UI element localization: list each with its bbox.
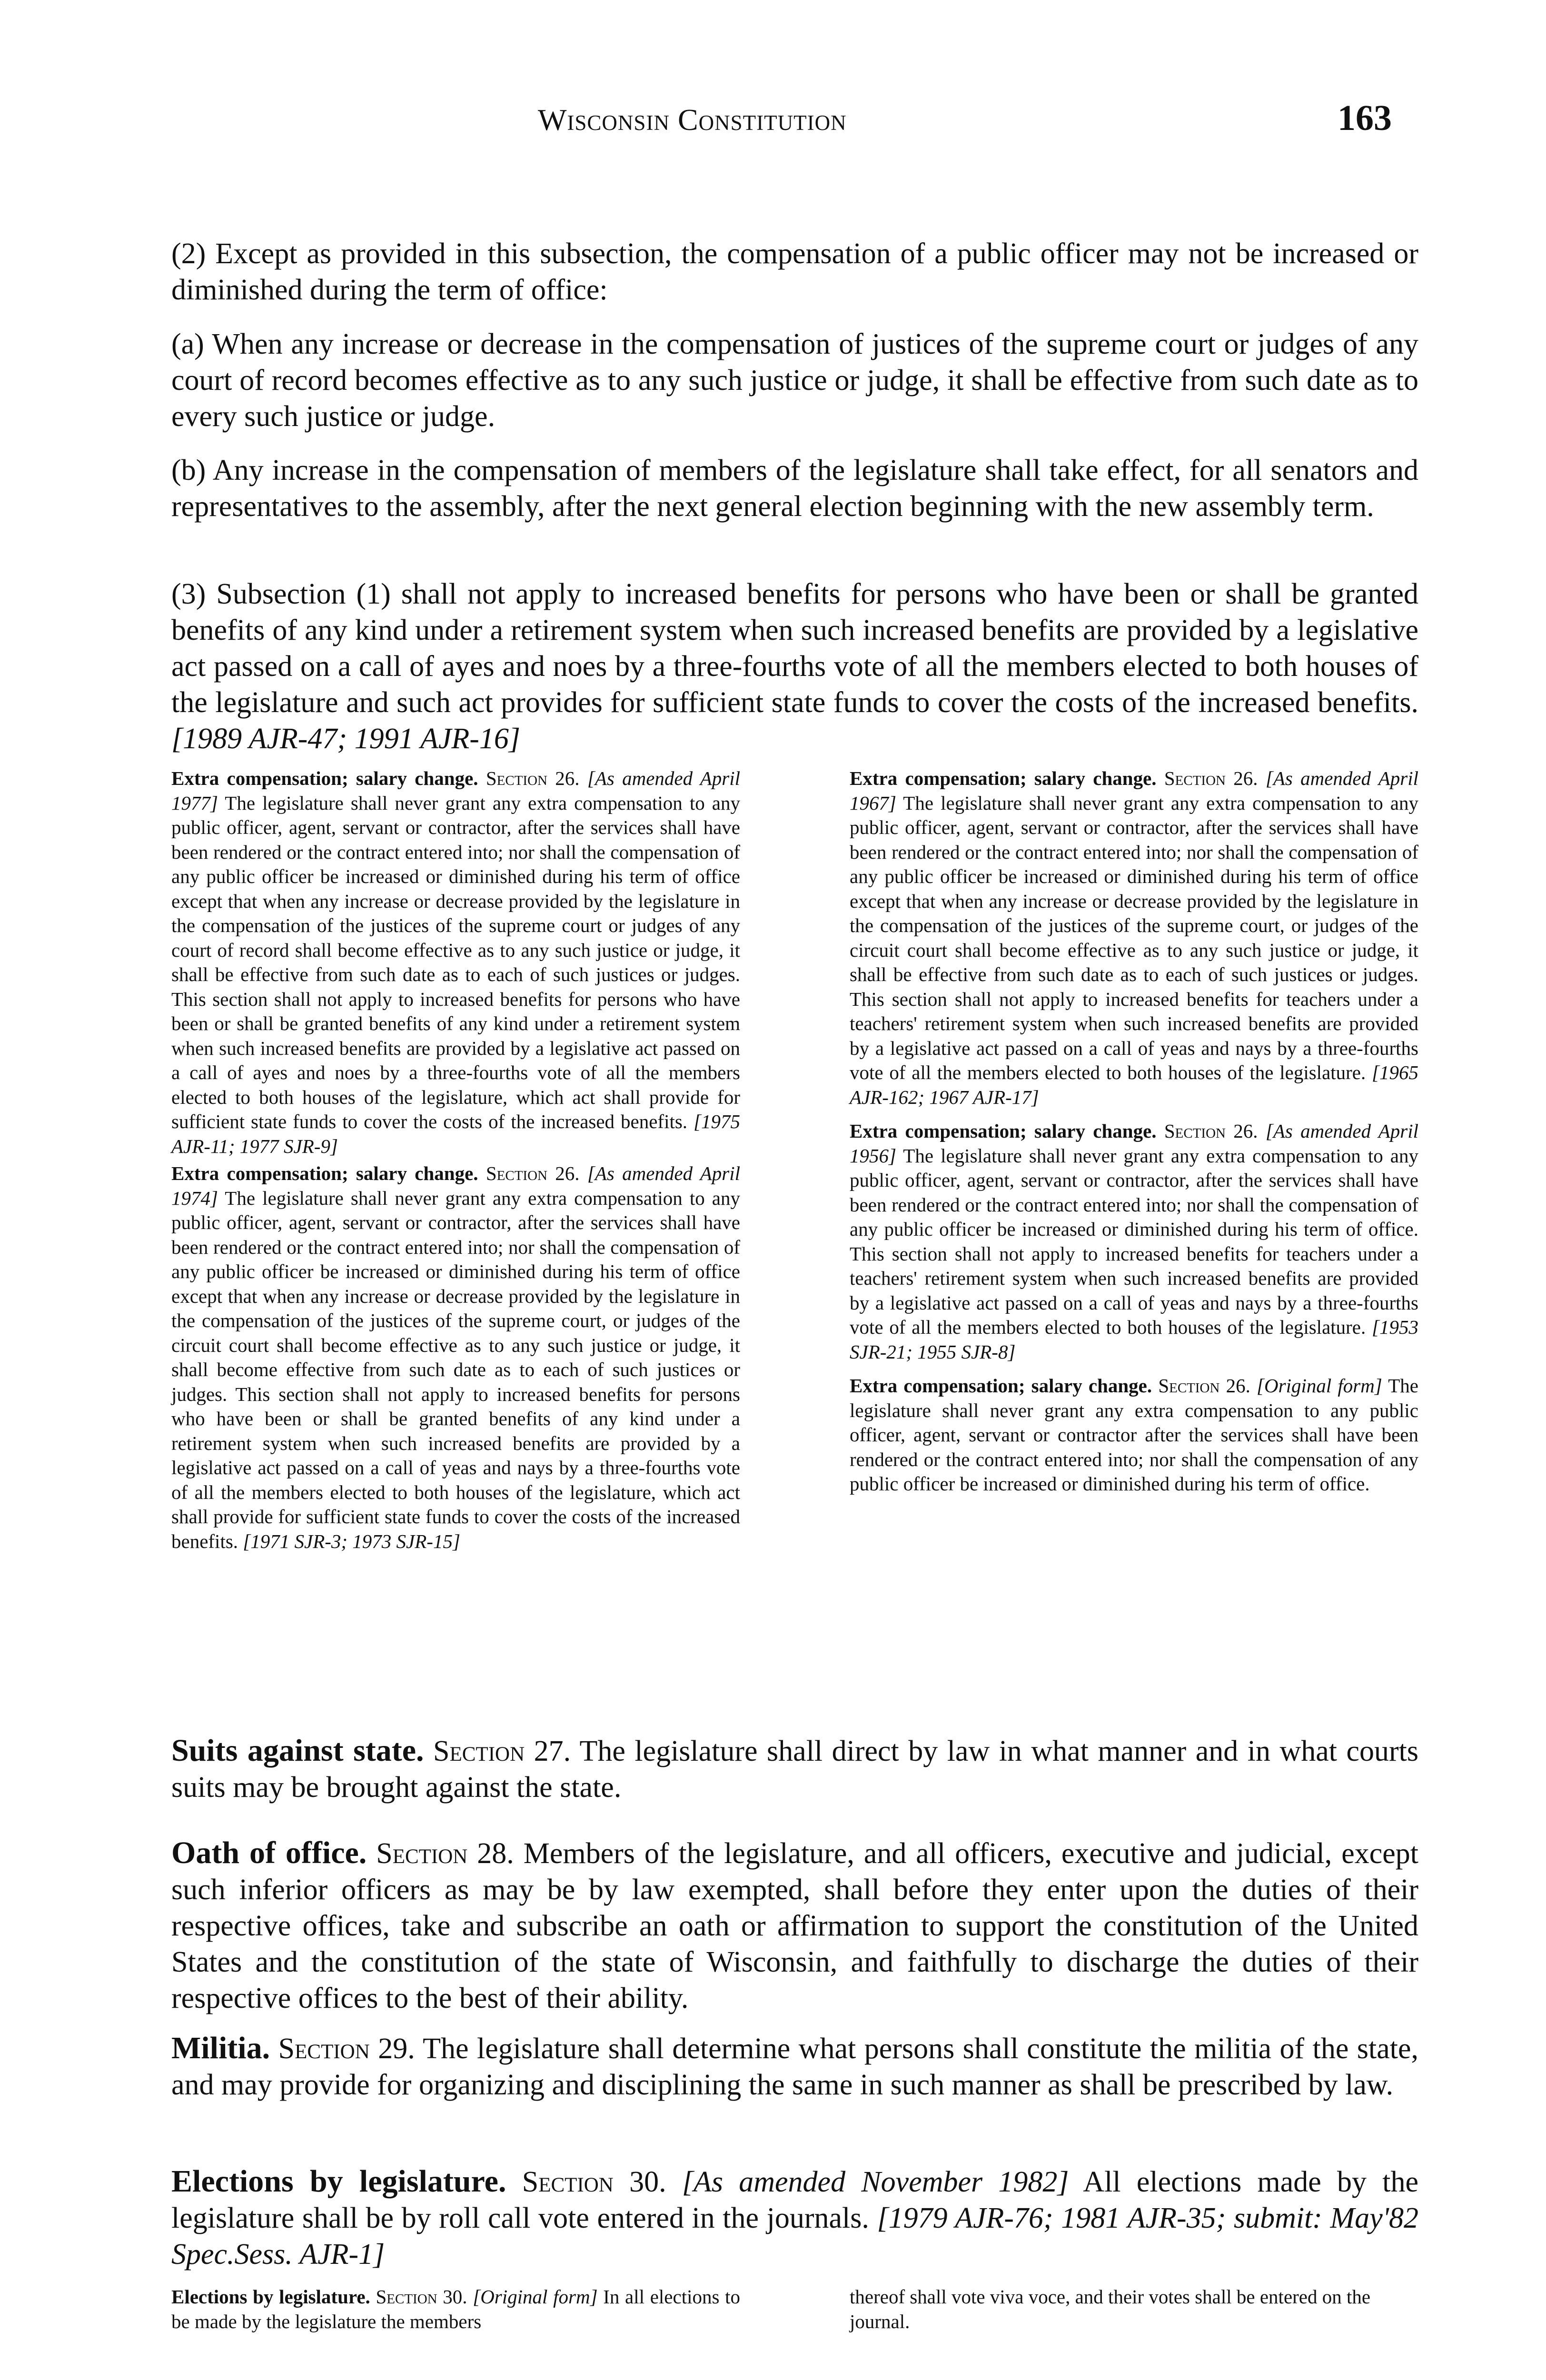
history-column-left: [171, 766, 740, 1554]
section-number: Section 28.: [376, 1837, 514, 1870]
bottom-history-left: [171, 2285, 740, 2334]
note-text: The legislature shall never grant any extra compensation to any public officer, agent, servant or contractor, after the services shall have been rendered or the contract entered into; nor shall the compensation of any public officer be increased or diminished during his term of office except that when any increase or decrease provided by the legislature in the compensation of the justices of the supreme court, or judges of the circuit court shall become effective as to any such justice or judge, it shall be effective from such date as to each of such justices or judges. This section shall not apply to increased benefits for teachers under a teachers' retirement system when such increased benefits are provided by a legislative act passed on a call of yeas and nays by a three-fourths vote of all the members elected to both houses of the legislature.: [850, 792, 1419, 1083]
note-text: thereof shall vote viva voce, and their votes shall be entered on the journal.: [850, 2286, 1371, 2332]
section-heading: Elections by legislature.: [171, 2164, 506, 2199]
subsection-block: [171, 236, 1418, 308]
history-column-right: [850, 766, 1418, 1554]
section-number: Section 27.: [433, 1735, 571, 1767]
body-paragraph: [171, 1733, 1418, 1805]
note-amendment: [As amended April 1967]: [850, 767, 1418, 814]
note-text: The legislature shall never grant any extra compensation to any public officer, agent, servant or contractor after the services shall have been rendered or the contract entered into; nor shall the compensation of any public officer be increased or diminished during his term of office.: [850, 1375, 1419, 1495]
body-paragraph: [171, 452, 1418, 525]
bottom-history-right: [850, 2285, 1418, 2334]
history-note: [171, 2285, 740, 2334]
note-section: Section 26.: [486, 767, 580, 789]
history-note: [850, 1374, 1418, 1497]
history-note: [171, 1161, 740, 1554]
note-text: In all elections to be made by the legislature the members: [171, 2286, 741, 2332]
subsection-block: [171, 576, 1418, 757]
section-28: [171, 1835, 1418, 2016]
running-head: Wisconsin Constitution: [538, 103, 847, 137]
section-number: Section 29.: [278, 2033, 415, 2065]
body-paragraph: [171, 326, 1418, 435]
note-amendment: [As amended April 1956]: [850, 1120, 1418, 1167]
note-section: Section 26.: [1164, 1120, 1258, 1142]
citation: [1989 AJR-47; 1991 AJR-16]: [171, 723, 520, 755]
section-27: [171, 1733, 1418, 1805]
section-text: All elections made by the legislature shall be by roll call vote entered in the journals.: [171, 2166, 1419, 2234]
section-29: [171, 2030, 1418, 2103]
section-amendment: [As amended November 1982]: [682, 2166, 1069, 2198]
note-text: The legislature shall never grant any extra compensation to any public officer, agent, servant or contractor, after the services shall have been rendered or the contract entered into; nor shall the compensation of any public officer be increased or diminished during his term of office. This section shall not apply to increased benefits for teachers under a teachers' retirement system when such increased benefits are provided by a legislative act passed on a call of yeas and nays by a three-fourths vote of all the members elected to both houses of the legislature.: [850, 1144, 1419, 1338]
history-note: [850, 766, 1418, 1110]
body-paragraph: [171, 1835, 1418, 2016]
note-citation: [1953 SJR-21; 1955 SJR-8]: [850, 1316, 1419, 1363]
section-text: The legislature shall direct by law in what manner and in what courts suits may be brought against the state.: [171, 1735, 1419, 1804]
note-amendment: [As amended April 1974]: [171, 1162, 740, 1209]
note-text: The legislature shall never grant any extra compensation to any public officer, agent, servant or contractor, after the services shall have been rendered or the contract entered into; nor shall the compensation of any public officer be increased or diminished during his term of office except that when any increase or decrease provided by the legislature in the compensation of the justices of the supreme court or judges of any court of record shall become effective as to any such justice or judge, it shall be effective from such date as to each of such justices or judges. This section shall not apply to increased benefits for persons who have been or shall be granted benefits of any kind under a retirement system when such increased benefits are provided by a legislative act passed on a call of ayes and noes by a three-fourths vote of all the members elected to both houses of the legislature, which act shall provide for sufficient state funds to cover the costs of the increased benefits.: [171, 792, 741, 1132]
note-section: Section 26.: [1164, 767, 1258, 789]
paragraph-text: (a) When any increase or decrease in the compensation of justices of the supreme court or judges of any court of record becomes effective as to any such justice or judge, it shall be effective from such date as to every such justice or judge.: [171, 328, 1418, 433]
body-paragraph: [171, 576, 1418, 757]
note-section: Section 26.: [486, 1162, 580, 1184]
history-columns: [171, 766, 1418, 1554]
note-amendment: [Original form]: [1257, 1375, 1382, 1397]
section-citation: [1979 AJR-76; 1981 AJR-35; submit: May'82 Spec.Sess. AJR-1]: [171, 2202, 1418, 2271]
section-30: [171, 2163, 1418, 2272]
history-note: [171, 766, 740, 1159]
subsection-block: [171, 326, 1418, 435]
body-paragraph: [171, 236, 1418, 308]
note-heading: Extra compensation; salary change.: [171, 1162, 478, 1184]
section-number: Section 30.: [522, 2166, 666, 2198]
note-citation: [1975 AJR-11; 1977 SJR-9]: [171, 1111, 740, 1157]
note-section: Section 26.: [1158, 1375, 1250, 1397]
bottom-history-columns: [171, 2285, 1418, 2334]
note-citation: [1965 AJR-162; 1967 AJR-17]: [850, 1061, 1419, 1108]
body-paragraph: [171, 2030, 1418, 2103]
note-amendment: [Original form]: [473, 2286, 598, 2308]
note-section: Section 30.: [376, 2286, 467, 2308]
subsection-block: [171, 452, 1418, 525]
history-note-continued: [850, 2285, 1418, 2334]
note-heading: Extra compensation; salary change.: [850, 767, 1157, 789]
page-number: 163: [1338, 98, 1392, 138]
note-citation: [1971 SJR-3; 1973 SJR-15]: [243, 1530, 460, 1552]
body-paragraph: [171, 2163, 1418, 2272]
section-heading: Oath of office.: [171, 1835, 367, 1870]
section-text: Members of the legislature, and all officers, executive and judicial, except such inferior officers as may be by law exempted, shall before they enter upon the duties of their respective offices, take and subscribe an oath or affirmation to support the constitution of the United States and the constitution of the state of Wisconsin, and faithfully to discharge the duties of their respective offices to the best of their ability.: [171, 1837, 1418, 2014]
paragraph-text: (3) Subsection (1) shall not apply to increased benefits for persons who have been or shall be granted benefits of any kind under a retirement system when such increased benefits are provided by a legislative act passed on a call of ayes and noes by a three-fourths vote of all the members elected to both houses of the legislature and such act provides for sufficient state funds to cover the costs of the increased benefits.: [171, 578, 1418, 719]
note-heading: Elections by legislature.: [171, 2286, 370, 2308]
note-heading: Extra compensation; salary change.: [850, 1375, 1152, 1397]
section-heading: Militia.: [171, 2031, 270, 2065]
paragraph-text: (2) Except as provided in this subsection, the compensation of a public officer may not be increased or diminished during the term of office:: [171, 238, 1418, 306]
section-text: The legislature shall determine what persons shall constitute the militia of the state, and may provide for organizing and disciplining the same in such manner as shall be prescribed by law.: [171, 2033, 1419, 2101]
note-heading: Extra compensation; salary change.: [171, 767, 478, 789]
note-heading: Extra compensation; salary change.: [850, 1120, 1157, 1142]
section-heading: Suits against state.: [171, 1733, 424, 1768]
note-text: The legislature shall never grant any extra compensation to any public officer, agent, servant or contractor, after the services shall have been rendered or the contract entered into; nor shall the compensation of any public officer be increased or diminished during his term of office except that when any increase or decrease provided by the legislature in the compensation of the justices of the supreme court, or judges of the circuit court shall become effective as to any such justice or judge, it shall become effective from such date as to each of such justices or judges. This section shall not apply to increased benefits for persons who have been or shall be granted benefits of any kind under a retirement system when such increased benefits are provided by a legislative act passed on a call of yeas and nays by a three-fourths vote of all the members elected to both houses of the legislature, which act shall provide for sufficient state funds to cover the costs of the increased benefits.: [171, 1187, 741, 1552]
history-note: [850, 1119, 1418, 1364]
note-amendment: [As amended April 1977]: [171, 767, 740, 814]
paragraph-text: (b) Any increase in the compensation of members of the legislature shall take effect, for all senators and representatives to the assembly, after the next general election beginning with the new assembly term.: [171, 454, 1418, 523]
